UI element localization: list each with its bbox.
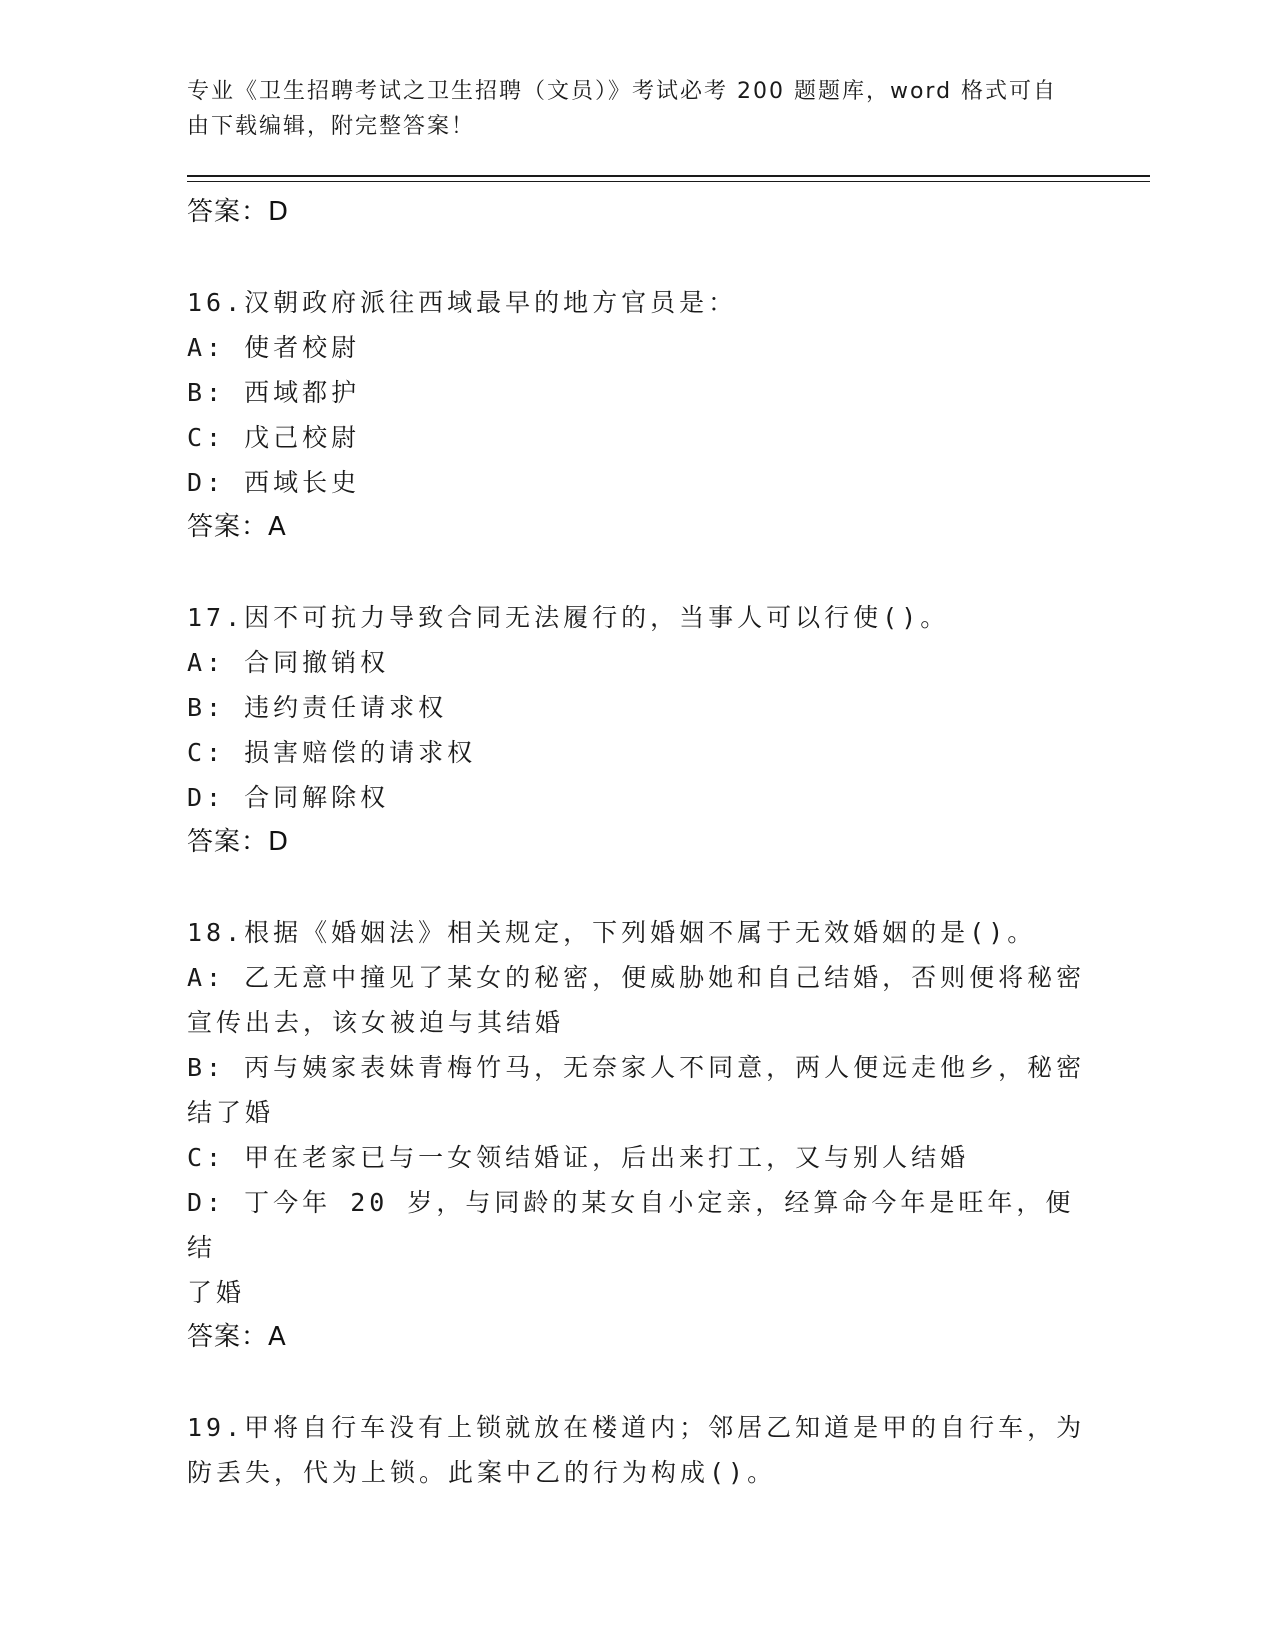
question-stem: 17.因不可抗力导致合同无法履行的，当事人可以行使()。 (187, 603, 950, 632)
answer: 答案：A (187, 512, 287, 542)
option-c: C: 甲在老家已与一女领结婚证，后出来打工，又与别人结婚 (187, 1143, 970, 1172)
question-17 (187, 595, 1087, 865)
header-line-1: 专业《卫生招聘考试之卫生招聘（文员）》考试必考 200 题题库，word 格式可自 (187, 79, 1058, 104)
question-stem: 16.汉朝政府派往西域最早的地方官员是： (187, 288, 738, 317)
option-b: B: 西域都护 (187, 378, 361, 407)
question-stem-continued: 防丢失，代为上锁。此案中乙的行为构成()。 (187, 1458, 777, 1487)
option-c: C: 损害赔偿的请求权 (187, 738, 477, 767)
option-d-continued: 了婚 (187, 1278, 246, 1307)
page-header (187, 74, 1067, 144)
option-d: D: 合同解除权 (187, 783, 390, 812)
header-divider-thin (187, 181, 1150, 182)
spacer (187, 550, 1087, 595)
option-b-continued: 结了婚 (187, 1098, 275, 1127)
option-b: B: 丙与姨家表妹青梅竹马，无奈家人不同意，两人便远走他乡，秘密 (187, 1053, 1086, 1082)
question-19 (187, 1405, 1087, 1495)
question-18 (187, 910, 1087, 1360)
spacer (187, 235, 1087, 280)
option-a: A: 乙无意中撞见了某女的秘密，便威胁她和自己结婚，否则便将秘密 (187, 963, 1086, 992)
option-a: A: 使者校尉 (187, 333, 361, 362)
option-c: C: 戊己校尉 (187, 423, 361, 452)
option-a: A: 合同撤销权 (187, 648, 390, 677)
option-a-continued: 宣传出去，该女被迫与其结婚 (187, 1008, 565, 1037)
option-d: D: 西域长史 (187, 468, 361, 497)
spacer (187, 1360, 1087, 1405)
question-16 (187, 280, 1087, 550)
option-d: D: 丁今年 20 岁，与同龄的某女自小定亲，经算命今年是旺年，便结 (187, 1188, 1075, 1262)
answer: 答案：A (187, 1322, 287, 1352)
header-line-2: 由下载编辑，附完整答案！ (187, 114, 476, 139)
question-stem: 19.甲将自行车没有上锁就放在楼道内；邻居乙知道是甲的自行车，为 (187, 1413, 1086, 1442)
document-body (187, 190, 1087, 1495)
header-divider-thick (187, 175, 1150, 177)
spacer (187, 865, 1087, 910)
answer: 答案：D (187, 827, 290, 857)
option-b: B: 违约责任请求权 (187, 693, 448, 722)
previous-answer: 答案：D (187, 197, 290, 227)
question-stem: 18.根据《婚姻法》相关规定，下列婚姻不属于无效婚姻的是()。 (187, 918, 1037, 947)
